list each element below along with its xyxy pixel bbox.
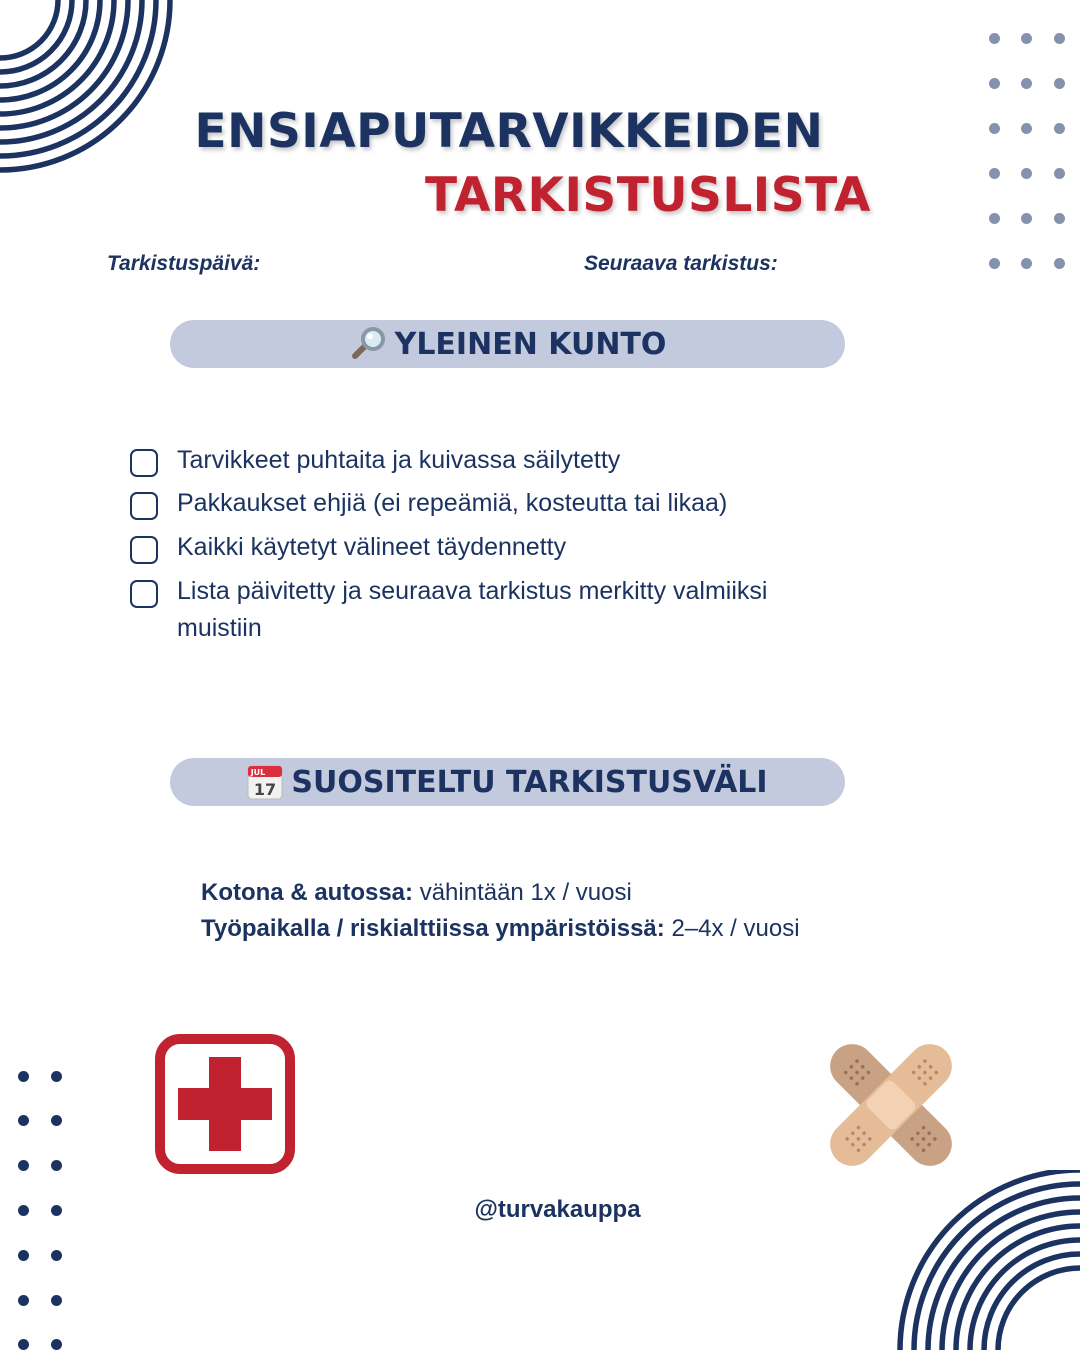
interval-home-value: vähintään 1x / vuosi [419,879,632,906]
checklist-item[interactable] [130,489,850,522]
check-date-label: Tarkistuspäivä: [107,252,261,275]
interval-home [201,879,632,907]
checklist-item[interactable] [130,577,850,647]
interval-work-value: 2–4x / vuosi [671,915,800,942]
checklist-item[interactable] [130,446,850,479]
calendar-day: 17 [254,780,277,799]
checkbox[interactable] [130,536,158,564]
interval-home-label: Kotona & autossa: [201,879,414,906]
interval-work [201,915,800,943]
section-header-general [170,320,845,368]
calendar-icon [247,764,283,800]
magnifying-glass-icon [349,326,387,362]
title-line-1: ENSIAPUTARVIKKEIDEN [194,104,824,159]
section-title-general: YLEINEN KUNTO [394,326,667,362]
checkbox[interactable] [130,492,158,520]
bandage-icon [818,1032,964,1178]
checklist-item-text: Pakkaukset ehjiä (ei repeämiä, kosteutta tai likaa) [177,489,728,517]
checklist-item-text: Lista päivitetty ja seuraava tarkistus merkitty valmiiksi muistiin [177,577,768,642]
interval-work-label: Työpaikalla / riskialttiissa ympäristöissä: [201,915,665,942]
social-handle[interactable]: @turvakauppa [474,1196,641,1223]
first-aid-cross-icon [155,1034,295,1174]
checklist-item[interactable] [130,533,850,566]
section-header-interval [170,758,845,806]
checklist-item-text: Kaikki käytetyt välineet täydennetty [177,533,567,561]
decorative-arcs-top-left [0,0,180,190]
next-check-label: Seuraava tarkistus: [584,252,778,275]
section-title-interval: SUOSITELTU TARKISTUSVÄLI [291,764,768,800]
checkbox[interactable] [130,449,158,477]
checkbox[interactable] [130,580,158,608]
calendar-month: JUL [251,768,266,777]
title-line-2: TARKISTUSLISTA [425,168,871,223]
checklist-item-text: Tarvikkeet puhtaita ja kuivassa säilytetty [177,446,621,474]
